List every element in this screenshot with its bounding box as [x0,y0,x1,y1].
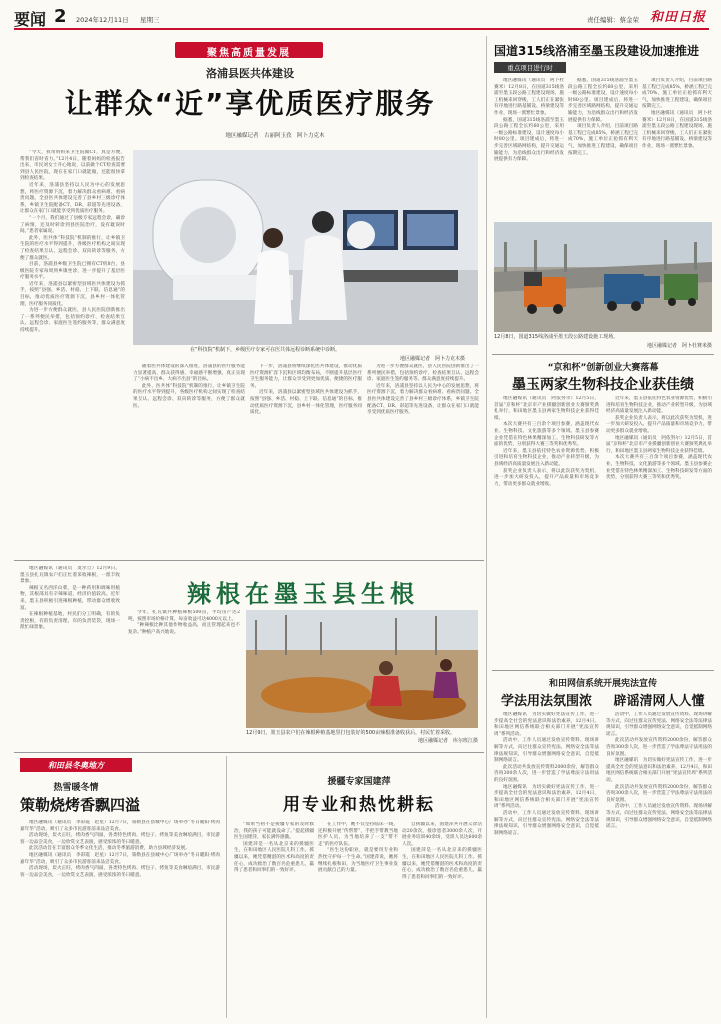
road-label: 重点项目进行时 [507,64,553,72]
main-para: 近年来，洛浦县以紧密型县域医共体建设为抓手，按照“县强、乡活、村稳、上下联、信息通”的目标，推动优质医疗资源下沉，县乡村一体化管理，医疗服务同质化。 [250,390,362,416]
main-body-col-3 [250,364,362,554]
law-para: 此次活动共发放宣传资料2000余份，解答群众咨询300余人次，进一步营造了学法尊法守法用法的良好氛围。 [606,784,712,803]
local-para: 活动现场，炭火正旺，烤肉香气四溢，各类特色烤肉、烤包子、烤鱼等美食琳琅满目，市民游客一边品尝美食，一边欣赏文艺表演，感受浓浓的冬日暖意。 [20,866,220,878]
law-body-col-2 [606,712,712,1018]
medical-para: 国建萍是一名从北京来的援疆医生，在和田地区人民医院儿科工作。援疆以来，她凭借精湛的医术和高度的责任心，成功救治了数百名危重患儿，赢得了患者和同事们的一致好评。 [234,841,314,874]
issue-date: 2024年12月11日 [76,16,129,24]
law-para: 此次活动共发放宣传资料2000余份，解答群众咨询300余人次，进一步营造了学法尊法守法用法的良好氛围。 [606,738,712,757]
local-para: 地区融媒讯（通讯员 李彩霞 赵星）12月7日，策勒县在县城中心广场举办“冬日暖阳·烤肉嘉年华”活动，吸引了众多市民游客前来品尝美食。 [20,820,220,832]
page-header [14,6,709,30]
main-photo-credit: 地区融媒记者 阿卜力克木摄 [400,356,466,362]
jingzhong-para: 近年来，墨玉县依托特色农业资源优势，积极引进和培育生物科技企业，推动产业转型升级，为县域经济高质量发展注入新动能。 [494,448,599,467]
issue-weekday: 星期三 [140,16,160,24]
medical-para: 国建萍是一名从北京来的援疆医生，在和田地区人民医院儿科工作。援疆以来，她凭借精湛的医术和高度的责任心，成功救治了数百名危重患儿，赢得了患者和同事们的一致好评。 [402,848,482,880]
main-photo-caption: 在“科技院”机制下，乡级医疗专家可在医共体远程诊断系统中诊断。 [190,347,341,353]
main-headline: 让群众“近”享优质医疗服务 [64,87,436,120]
law-divider [492,670,714,671]
page-number: 2 [54,6,67,27]
medical-para: 在工作中，她不仅坚持临床一线，还积极开展“传帮带”，手把手带教当地医护人员，为当地培养了一支“带不走”的医疗队伍。 [318,822,398,847]
root-para: 今年，扎瓦镇共种植辣根500亩，平均亩产达2吨，按照市场价格计算，每亩收益可达4000元以上。 [128,610,240,622]
law-kicker: 和田网信系统开展宪法宣传 [548,679,657,689]
law-headline-left: 学法用法氛围浓 [500,694,592,709]
masthead-logo: 和田日报 [650,10,707,25]
main-kicker: 洛浦县医共体建设 [206,67,294,80]
jingzhong-para: 获奖企业负责人表示，将以此次获奖为契机，进一步加大研发投入，提升产品质量和市场竞争力，带动更多群众就业增收。 [494,468,599,487]
law-para: 活动中，工作人员通过发放宣传资料、现场讲解等方式，向过往群众宣传宪法、网络安全法等法律法规知识，引导群众增强网络安全意识，自觉抵制网络谣言。 [494,738,599,764]
main-byline: 地区融媒记者 古丽阿玉孜 阿卜力克木 [225,133,325,139]
root-divider [14,560,484,561]
law-para: 活动中，工作人员通过发放宣传资料、现场讲解等方式，向过往群众宣传宪法、网络安全法等法律法规知识，引导群众增强网络安全意识，自觉抵制网络谣言。 [606,712,712,737]
jingzhong-para: 获奖企业负责人表示，将以此次获奖为契机，进一步加大研发投入，提升产品质量和市场竞争力，带动更多群众就业增收。 [606,415,712,434]
jingzhong-para: 地区融媒讯（通讯员 阿依努尔）12月5日，首届“京和杯”北京市产业援疆创新创业大赛颁奖典礼举行，和田地区墨玉县两家生物科技企业获得佳绩。 [494,396,599,421]
section-title: 要闻 [14,10,47,29]
jingzhong-para: 地区融媒讯（通讯员 阿依努尔）12月5日，首届“京和杯”北京市产业援疆创新创业大赛颁奖典礼举行，和田地区墨玉县两家生物科技企业获得佳绩。 [606,435,712,454]
jingzhong-kicker: “京和杯”创新创业大赛落幕 [547,363,659,373]
main-para: 下一步，洛浦县将继续深化医共体建设，推动优质医疗资源扩容下沉和区域均衡布局，不断提升基层医疗卫生服务能力，让群众享受到更加优质、便捷的医疗服务。 [250,364,362,389]
root-para: 辣根又名西洋山菜，是一种药用和调味用植物，其根部具有辛辣味道，经济价值较高。近年来，墨玉县积极引进辣根种植，带动群众增收致富。 [20,585,120,611]
root-photo-credit: 地区融媒记者 库尔班江摄 [417,738,478,744]
responsible-editor: 责任编辑：蔡金荣 [587,16,639,24]
medical-headline: 用专业和热忱耕耘 [283,795,435,815]
main-body-col-1 [20,150,125,558]
jingzhong-body-col-1 [494,396,599,664]
main-body-col-4 [367,364,479,554]
jingzhong-divider [492,354,714,355]
medical-body-col-1 [234,822,314,1018]
root-body-col-2 [128,610,240,746]
main-body-col-2 [133,364,245,554]
road-para: 项目负责人介绍，目前项目路基工程已完成85%，桥涵工程已完成70%，施工单位正抢抓有利天气，加快推进工程建设，确保项目按期完工。 [642,78,712,110]
main-para: 目前，洛浦县乡级卫生院已拥有CT机8台，县级医院专家每周到乡镇坐诊，进一步提升了基层医疗服务水平。 [20,262,125,281]
medical-body-col-2 [318,822,398,1018]
local-medical-divider [226,756,227,1018]
jingzhong-para: 近年来，墨玉县依托特色农业资源优势，积极引进和培育生物科技企业，推动产业转型升级，为县域经济高质量发展注入新动能。 [606,396,712,415]
root-body-col-1 [20,566,120,746]
local-divider [14,752,484,753]
root-photo [246,610,478,728]
law-body-col-1 [494,712,599,1018]
road-para: 地区融媒讯（通讯员 阿卜杜赛米）12月8日，在国道315线洛浦至墨玉段公路工程建设现场，施工机械来回穿梭，工人们正在紧张有序地进行路基铺设、桥梁建设等作业，现场一派繁忙景象。 [642,110,712,149]
main-para: “今天，我带妈妈来卫生院做CT，真是方便，帮我们省时省力。”12月4日，随着妈妈的检查报告出来，市民刘女士开心地说，以前做个CT检查需要到县人民医院，现在在家门口就能做，还能很快拿到检查结果。 [20,150,125,182]
main-para: 为进一步方便群众就医，县人民医院创新推出了一系列便民举措，包括预约诊疗、检查结果互认、远程会诊、家庭医生签约服务等，群众满意度持续提升。 [367,364,479,383]
medical-para: “如果当初不是援疆专家的及时救治，我的孩子可能就没命了。”提起援疆医生国建萍，家长满怀感激。 [234,822,314,841]
main-para: 近年来，洛浦县坚持以人民为中心的发展思想，将医疗资源下沉，着力解决群众看病难、看病贵问题。全县医共体建设完善了县乡村三级诊疗体系，乡镇卫生院配备CT、DR、彩超等先进设备，让群众在家门口就能享受到优质医疗服务。 [20,182,125,215]
jingzhong-body-col-2 [606,396,712,664]
law-para: 地区融媒讯 为切实做好宪法宣传工作，进一步提高全社会的宪法意识和法治素养，12月4日，和田地区网信系统联合相关部门开展“宪法宣传周”系列活动。 [494,784,599,810]
jingzhong-headline: 墨玉两家生物科技企业获佳绩 [512,377,694,393]
road-body-col-1 [494,78,564,218]
road-para: 项目负责人介绍，目前项目路基工程已完成85%，桥涵工程已完成70%，施工单位正抢抓有利天气，加快推进工程建设，确保项目按期完工。 [568,124,638,156]
local-banner-text: 和田县冬奥地方 [48,761,104,770]
local-para: 地区融媒讯（通讯员 李彩霞 赵星）12月7日，策勒县在县城中心广场举办“冬日暖阳·烤肉嘉年华”活动，吸引了众多市民游客前来品尝美食。 [20,852,220,865]
road-para: 地区融媒讯（通讯员 阿卜杜赛米）12月8日，在国道315线洛浦至墨玉段公路工程建设现场，施工机械来回穿梭，工人们正在紧张有序地进行路基铺设、桥梁建设等作业，现场一派繁忙景象。 [494,78,564,116]
root-headline: 辣根在墨玉县生根 [187,580,419,608]
local-para: 活动现场，炭火正旺，烤肉香气四溢，各类特色烤肉、烤包子、烤鱼等美食琳琅满目，市民游客一边品尝美食，一边欣赏文艺表演，感受浓浓的冬日暖意。 [20,833,220,845]
road-body-col-3 [642,78,712,218]
road-para: 据悉，国道315线洛浦至墨玉段公路工程全长约60公里，采用一级公路标准建设，设计速度每小时80公里。项目建成后，将进一步完善区域路网结构，提升交通运输能力，为沿线群众出行和经济发展提供有力保障。 [568,78,638,123]
main-banner-text: 聚焦高质量发展 [207,48,291,59]
medical-para: “医生这份职业，就是要用专业和热忱守护每一个生命。”国建萍说，她将继续扎根和田，为当地医疗卫生事业发展贡献自己的力量。 [318,848,398,874]
road-label-box [494,62,566,73]
local-headline: 策勒烧烤香飘四溢 [20,796,141,814]
medical-body-col-3 [402,822,482,1018]
local-banner [20,758,132,772]
road-photo [494,222,712,332]
main-para: 为进一步方便群众就医，县人民医院创新推出了一系列便民举措，包括预约诊疗、检查结果互认、远程会诊、家庭医生签约服务等，群众满意度持续提升。 [20,308,125,334]
main-para: 此外，医共体“科技院”机制的推行，让乡镇卫生院的医疗水平得到提升，各级医疗机构之间实现了检查结果互认、远程会诊、双向转诊等服务，方便了群众就医。 [133,383,245,409]
road-headline: 国道315线洛浦至墨玉段建设加速推进 [494,44,700,58]
root-para: “种辣根比种其他作物收益高，而且管理起来也不复杂。”种植户高兴地说。 [128,623,240,635]
main-para: 近年来，洛浦县以紧密型县域医共体建设为抓手，按照“县强、乡活、村稳、上下联、信息通”的目标，推动优质医疗资源下沉，县乡村一体化管理，医疗服务同质化。 [20,281,125,307]
root-photo-caption: 12月9日，墨玉县农户们在辣根种植基地里打包装好的500亩辣根准备收获后，村民忙着采收。 [246,730,456,736]
root-para: 在辣根种植基地，村民们分工明确，有的负责挖根，有的负责清理，有的负责装袋，现场一派忙碌景象。 [20,612,120,631]
jingzhong-para: 本次大赛共有三百余个项目参赛，涵盖现代农业、生物科技、文化旅游等多个领域。墨玉县参赛企业凭借在特色林果精深加工、生物科技研发等方面的优势，分别获得大赛三等奖和优秀奖。 [494,422,599,448]
law-para: 此次活动共发放宣传资料2000余份，解答群众咨询300余人次，进一步营造了学法尊法守法用法的良好氛围。 [494,764,599,783]
medical-kicker: 援疆专家国建萍 [327,777,391,787]
road-body-col-2 [568,78,638,218]
road-photo-credit: 地区融媒记者 阿卜杜赛米摄 [646,343,712,349]
main-para: 此外，医共体“科技院”机制的推行，让乡镇卫生院的医疗水平得到提升，各级医疗机构之间实现了检查结果互认、远程会诊、双向转诊等服务，方便了群众就医。 [20,235,125,261]
law-para: 地区融媒讯 为切实做好宪法宣传工作，进一步提高全社会的宪法意识和法治素养，12月4日，和田地区网信系统联合相关部门开展“宪法宣传周”系列活动。 [494,712,599,737]
medical-para: 自援疆以来，国建萍共开展义诊活动20余次，接诊患者3000余人次，开展业务培训40余场，受训人员达600余人次。 [402,822,482,847]
local-para: 此次活动旨在丰富群众冬季文化生活，推动冬季旅游消费，助力县域经济发展。 [29,846,190,852]
main-para: “一个月，我们通过了县级专家远程会诊，确诊了病情，还及时转诊到县医院治疗，没有耽误时间。”患者家属说。 [20,215,125,235]
law-para: 活动中，工作人员通过发放宣传资料、现场讲解等方式，向过往群众宣传宪法、网络安全法等法律法规知识，引导群众增强网络安全意识，自觉抵制网络谣言。 [606,804,712,830]
main-para: 随着医共体建设的深入推进，洛浦县的医疗服务能力显著提高，群众获得感、幸福感不断增强，真正实现了“小病不出乡、大病不出县”的目标。 [133,364,245,383]
main-photo [133,150,478,345]
road-para: 据悉，国道315线洛浦至墨玉段公路工程全长约60公里，采用一级公路标准建设，设计速度每小时80公里。项目建成后，将进一步完善区域路网结构，提升交通运输能力，为沿线群众出行和经济发展提供有力保障。 [494,117,564,163]
column-divider [486,36,487,1018]
law-para: 活动中，工作人员通过发放宣传资料、现场讲解等方式，向过往群众宣传宪法、网络安全法等法律法规知识，引导群众增强网络安全意识，自觉抵制网络谣言。 [494,810,599,836]
root-para: 地区融媒讯（通讯员 麦尔旦）12月9日，墨玉县扎瓦镇农户们正忙着采收辣根，一派丰收景象。 [20,566,120,585]
main-banner [175,42,323,58]
local-kicker: 热雪暖冬情 [53,783,99,793]
law-para: 地区融媒讯 为切实做好宪法宣传工作，进一步提高全社会的宪法意识和法治素养，12月4日，和田地区网信系统联合相关部门开展“宪法宣传周”系列活动。 [606,758,712,783]
law-headline-right: 辟谣清网人人懂 [613,694,705,709]
main-para: 近年来，洛浦县坚持以人民为中心的发展思想，将医疗资源下沉，着力解决群众看病难、看病贵问题。全县医共体建设完善了县乡村三级诊疗体系，乡镇卫生院配备CT、DR、彩超等先进设备，让群众在家门口就能享受到优质医疗服务。 [367,383,479,416]
jingzhong-para: 本次大赛共有三百余个项目参赛，涵盖现代农业、生物科技、文化旅游等多个领域。墨玉县参赛企业凭借在特色林果精深加工、生物科技研发等方面的优势，分别获得大赛三等奖和优秀奖。 [606,455,712,481]
local-body [20,820,220,1018]
road-photo-caption: 12月8日，国道315线洛浦至墨玉段公路建设施工现场。 [494,334,619,340]
